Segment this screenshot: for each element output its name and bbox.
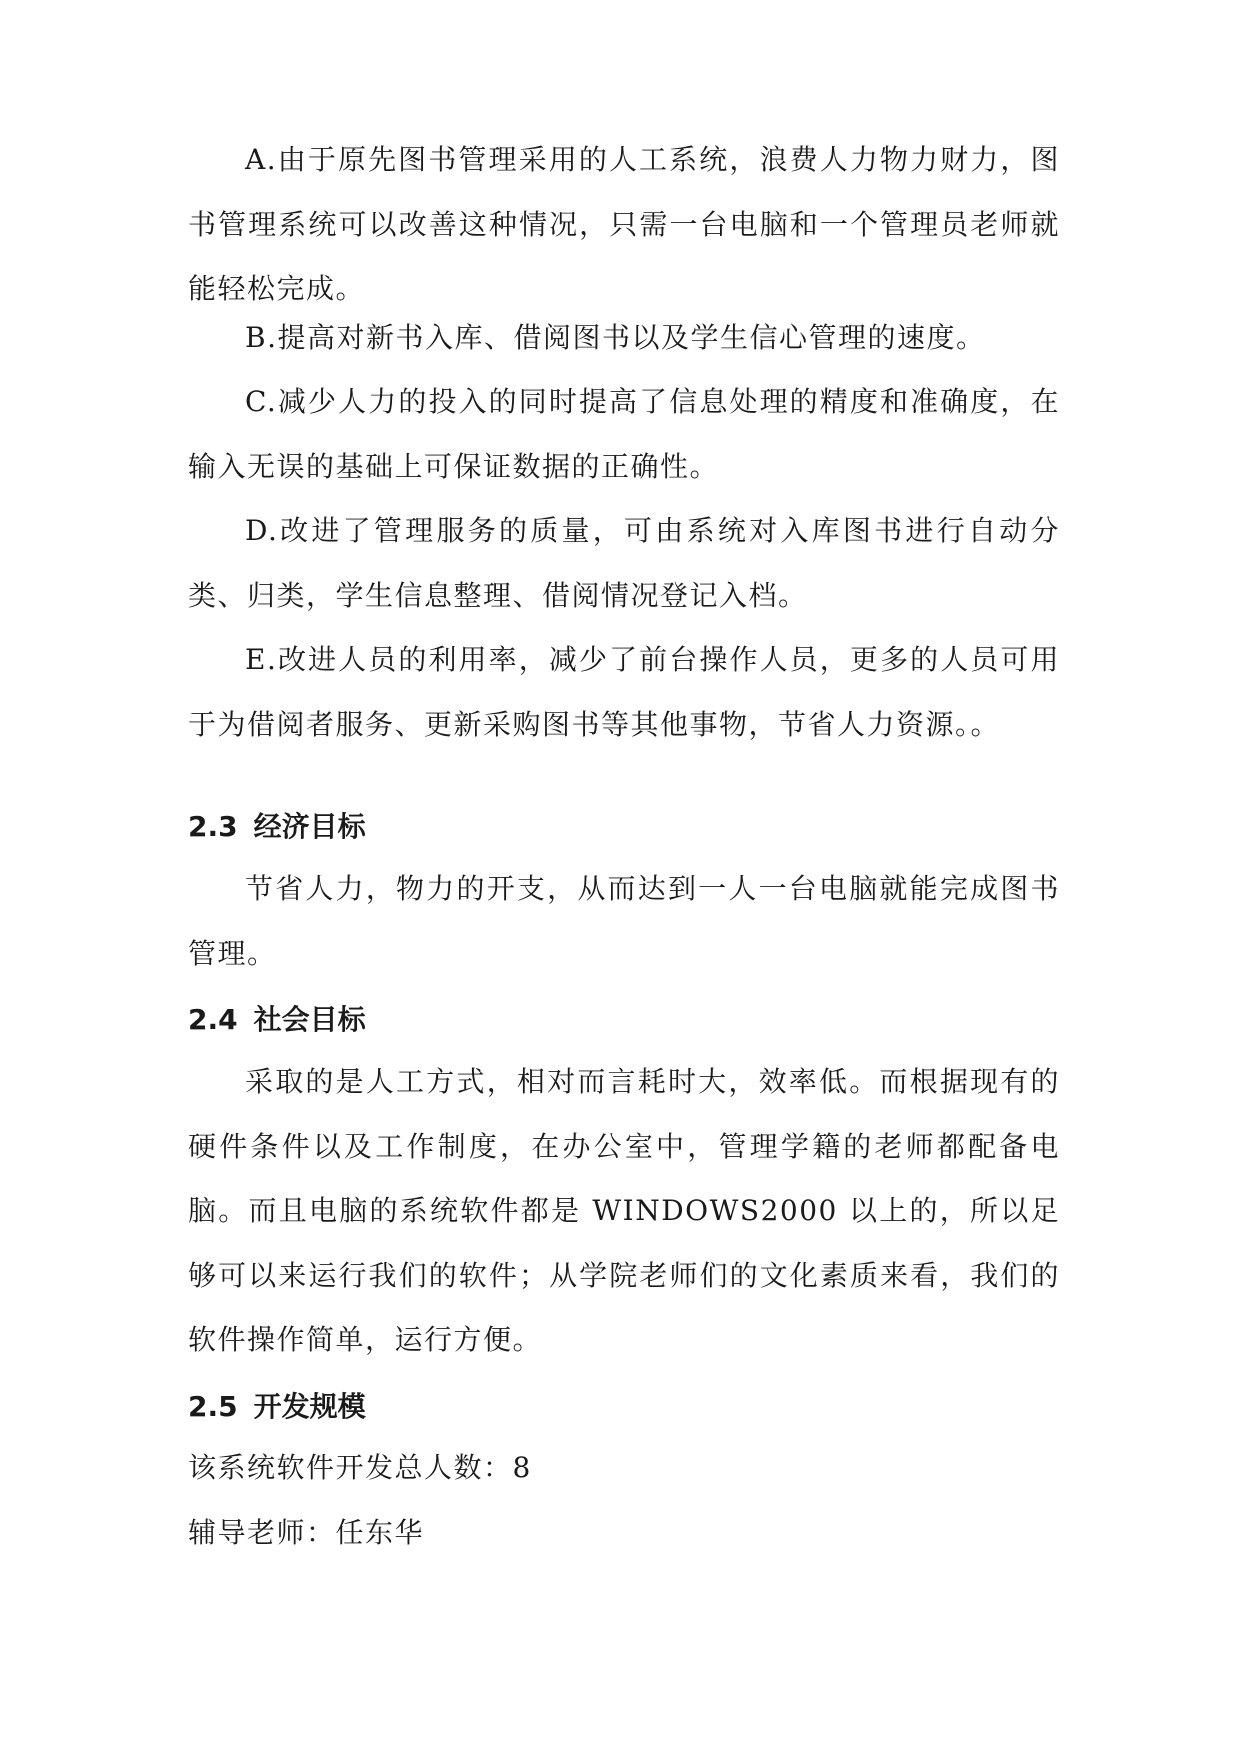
section-heading-social [188, 1000, 366, 1040]
total-developers-line: 该系统软件开发总人数：8 [188, 1451, 532, 1484]
section-number: 2.4 [188, 1003, 238, 1036]
paragraph-a: A.由于原先图书管理采用的人工系统，浪费人力物力财力，图书管理系统可以改善这种情况，只需一台电脑和一个管理员老师就能轻松完成。 [188, 143, 1060, 305]
advisor-line: 辅导老师：任东华 [188, 1516, 425, 1549]
section-number: 2.3 [188, 810, 238, 843]
paragraph-e: E.改进人员的利用率，减少了前台操作人员，更多的人员可用于为借阅者服务、更新采购图书等其他事物，节省人力资源。。 [188, 643, 1060, 741]
section-heading-scale [188, 1387, 366, 1427]
section-title: 开发规模 [253, 1390, 366, 1423]
paragraph-b: B.提高对新书入库、借阅图书以及学生信心管理的速度。 [245, 321, 986, 354]
paragraph-social: 采取的是人工方式，相对而言耗时大，效率低。而根据现有的硬件条件以及工作制度，在办公室中，管理学籍的老师都配备电脑。而且电脑的系统软件都是 WINDOWS2000 以上的，所以足够可以来运行我们的软件；从学院老师们的文化素质来看，我们的软件操作简单，运行方便。 [188, 1065, 1060, 1356]
section-number: 2.5 [188, 1390, 238, 1423]
paragraph-d: D.改进了管理服务的质量，可由系统对入库图书进行自动分类、归类，学生信息整理、借阅情况登记入档。 [188, 514, 1060, 612]
paragraph-economic: 节省人力，物力的开支，从而达到一人一台电脑就能完成图书管理。 [188, 872, 1060, 970]
section-title: 社会目标 [253, 1003, 366, 1036]
paragraph-c: C.减少人力的投入的同时提高了信息处理的精度和准确度，在输入无误的基础上可保证数据的正确性。 [188, 385, 1060, 483]
section-heading-economic [188, 807, 366, 847]
section-title: 经济目标 [253, 810, 366, 843]
